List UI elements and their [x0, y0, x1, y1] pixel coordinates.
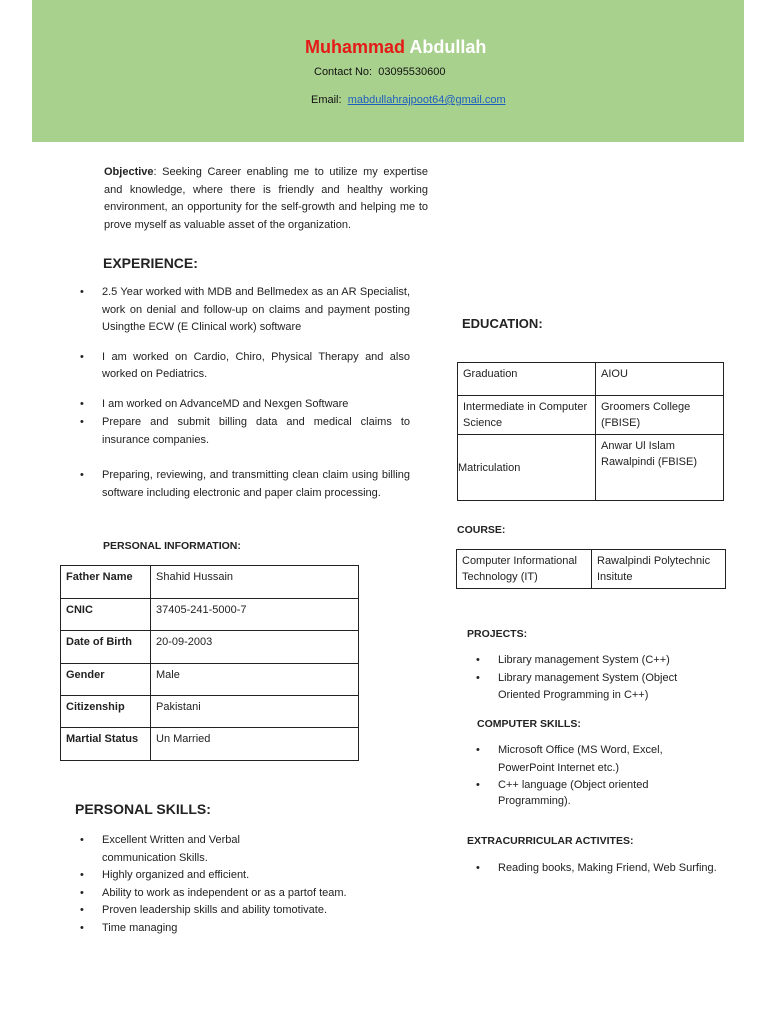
first-name: Muhammad: [305, 37, 406, 57]
list-item: • I am worked on Cardio, Chiro, Physical Therapy and also worked on Pediatrics.: [80, 349, 410, 384]
table-row: CNIC 37405-241-5000-7: [61, 599, 359, 631]
experience-heading: EXPERIENCE:: [103, 255, 198, 271]
list-item: • Ability to work as independent or as a partof team.: [80, 885, 380, 903]
table-row: Graduation AIOU: [458, 363, 724, 396]
projects-heading: PROJECTS:: [467, 628, 528, 640]
objective-label: Objective: [104, 166, 154, 178]
education-table: [457, 362, 724, 501]
table-row: Father Name Shahid Hussain: [61, 566, 359, 599]
list-item: • Preparing, reviewing, and transmitting clean claim using billing software including electronic and paper claim processing.: [80, 467, 410, 502]
contact-number: 03095530600: [378, 66, 446, 78]
last-name: Abdullah: [409, 37, 487, 57]
list-item: • I am worked on AdvanceMD and Nexgen Software: [80, 396, 410, 414]
list-item: • Microsoft Office (MS Word, Excel, PowerPoint Internet etc.): [476, 742, 706, 777]
list-item: • Proven leadership skills and ability tomotivate.: [80, 902, 380, 920]
personal-skills-heading: PERSONAL SKILLS:: [75, 801, 211, 817]
contact-line: [314, 66, 446, 78]
table-row: Gender Male: [61, 664, 359, 696]
experience-list: [80, 284, 410, 502]
email-label: Email:: [311, 94, 342, 106]
personal-skills-list: [80, 832, 380, 937]
email-link[interactable]: mabdullahrajpoot64@gmail.com: [347, 94, 506, 106]
personal-info-heading: PERSONAL INFORMATION:: [103, 540, 241, 552]
list-item: • Library management System (Object Oriented Programming in C++): [476, 670, 716, 705]
list-item: • 2.5 Year worked with MDB and Bellmedex as an AR Specialist, work on denial and follow-up on claims and payment posting Usingthe ECW (E Clinical work) software: [80, 284, 410, 337]
personal-info-table: [60, 565, 359, 761]
list-item: • Reading books, Making Friend, Web Surfing.: [476, 860, 756, 878]
table-row: Date of Birth 20-09-2003: [61, 631, 359, 664]
list-item: • Excellent Written and Verbal communication Skills.: [80, 832, 272, 867]
table-row: Matriculation Anwar Ul Islam Rawalpindi (FBISE): [458, 435, 724, 501]
table-row: Citizenship Pakistani: [61, 696, 359, 728]
table-row: Martial Status Un Married: [61, 728, 359, 761]
objective-text: : Seeking Career enabling me to utilize my expertise and knowledge, where there is friendly and healthy working environment, an opportunity for the self-growth and helping me to prove myself as valuable asset of the organization.: [104, 166, 428, 231]
objective-paragraph: [104, 164, 428, 234]
list-item: • Highly organized and efficient.: [80, 867, 380, 885]
extracurricular-heading: EXTRACURRICULAR ACTIVITES:: [467, 835, 634, 847]
extracurricular-list: [476, 860, 756, 878]
list-item: • Library management System (C++): [476, 652, 716, 670]
computer-skills-heading: COMPUTER SKILLS:: [477, 718, 581, 730]
course-table: [456, 549, 726, 589]
education-heading: EDUCATION:: [462, 316, 543, 331]
table-row: Intermediate in Computer Science Groomers College (FBISE): [458, 396, 724, 435]
course-heading: COURSE:: [457, 524, 506, 536]
list-item: • C++ language (Object oriented Programming).: [476, 777, 706, 809]
candidate-name: [305, 37, 486, 58]
computer-skills-list: [476, 742, 706, 809]
table-row: Computer Informational Technology (IT) Rawalpindi Polytechnic Insitute: [457, 550, 726, 589]
contact-label: Contact No:: [314, 66, 373, 78]
list-item: • Time managing: [80, 920, 380, 938]
email-line: [311, 94, 506, 106]
projects-list: [476, 652, 716, 705]
list-item: • Prepare and submit billing data and medical claims to insurance companies.: [80, 414, 410, 449]
header-banner: [32, 0, 744, 142]
